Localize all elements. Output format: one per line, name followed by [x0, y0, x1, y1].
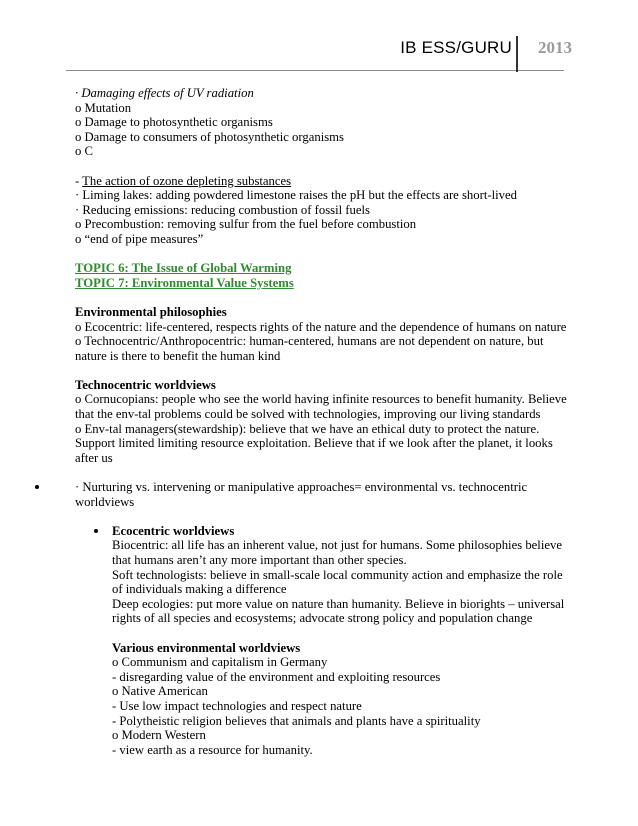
bullet-dot-icon: [35, 485, 39, 489]
technocentric-heading: Technocentric worldviews: [75, 377, 216, 392]
document-body: [75, 86, 570, 757]
technocentric-line: o Env-tal managers(stewardship): believe that we have an ethical duty to protect the nature.: [75, 421, 540, 436]
header-separator: [516, 36, 518, 72]
technocentric-line: that the env-tal problems could be solved with technologies, improving our living standards: [75, 407, 541, 422]
topics-section: [75, 261, 570, 290]
ozone-line: · Liming lakes: adding powdered limestone raises the pH but the effects are short-lived: [75, 188, 517, 203]
ozone-section: [75, 174, 570, 247]
ozone-heading-line: [75, 174, 570, 189]
topic-7-link[interactable]: TOPIC 7: Environmental Value Systems: [75, 275, 294, 290]
philosophies-line: nature is there to benefit the human kind: [75, 348, 281, 363]
ecocentric-section: [112, 524, 570, 626]
philosophies-line: o Ecocentric: life-centered, respects rights of the nature and the dependence of humans on nature: [75, 319, 567, 334]
bullet-dot-icon: [94, 529, 98, 533]
ecocentric-line: Soft technologists: believe in small-scale local community action and emphasize the role: [112, 567, 563, 582]
topic-6-link[interactable]: TOPIC 6: The Issue of Global Warming: [75, 261, 292, 276]
various-line: - Use low impact technologies and respect nature: [112, 698, 362, 713]
uv-line: o Damage to consumers of photosynthetic organisms: [75, 129, 344, 144]
ecocentric-line: rights of all species and ecosystems; advocate strong policy and population change: [112, 611, 533, 626]
bullet-line: · Nurturing vs. intervening or manipulative approaches= environmental vs. technocentric: [75, 480, 528, 495]
philosophies-heading: Environmental philosophies: [75, 304, 227, 319]
ecocentric-line: Deep ecologies: put more value on nature than humanity. Believe in biorights – universal: [112, 596, 565, 611]
uv-line: o Mutation: [75, 100, 132, 115]
technocentric-line: o Cornucopians: people who see the world having infinite resources to benefit humanity. Believe: [75, 392, 567, 407]
header-rule: [66, 70, 564, 71]
various-line: o Modern Western: [112, 728, 206, 743]
various-line: - view earth as a resource for humanity.: [112, 742, 313, 757]
philosophies-section: [75, 305, 570, 363]
header-year: 2013: [538, 38, 572, 57]
various-line: o Native American: [112, 684, 208, 699]
ozone-line: o “end of pipe measures”: [75, 231, 204, 246]
ozone-line: · Reducing emissions: reducing combustion of fossil fuels: [75, 202, 370, 217]
uv-line: o C: [75, 144, 93, 159]
technocentric-section: [75, 378, 570, 466]
various-line: - Polytheistic religion believes that animals and plants have a spirituality: [112, 713, 481, 728]
ecocentric-line: Biocentric: all life has an inherent value, not just for humans. Some philosophies believe: [112, 538, 562, 553]
bullet-line: worldviews: [75, 494, 135, 509]
various-heading: Various environmental worldviews: [112, 640, 301, 655]
various-worldviews-section: [112, 641, 570, 758]
ozone-prefix: -: [75, 173, 83, 188]
uv-heading: · Damaging effects of UV radiation: [75, 86, 254, 100]
technocentric-line: Support limited limiting resource exploitation. Believe that if we look after the planet, it looks: [75, 436, 553, 451]
ecocentric-heading: Ecocentric worldviews: [112, 523, 235, 538]
ecocentric-line: that humans aren’t any more important than other species.: [112, 553, 407, 567]
various-line: o Communism and capitalism in Germany: [112, 655, 328, 670]
philosophies-line: o Technocentric/Anthropocentric: human-centered, humans are not dependent on nature, but: [75, 334, 544, 349]
bullet-list-item: [75, 480, 570, 509]
header-title: IB ESS/GURU: [400, 38, 512, 57]
uv-section: [75, 86, 570, 159]
various-line: - disregarding value of the environment and exploiting resources: [112, 669, 441, 684]
uv-line: o Damage to photosynthetic organisms: [75, 115, 273, 130]
ecocentric-line: of individuals making a difference: [112, 582, 287, 597]
ozone-line: o Precombustion: removing sulfur from the fuel before combustion: [75, 217, 417, 232]
page-header: [60, 36, 580, 72]
technocentric-line: after us: [75, 450, 113, 465]
ozone-heading: The action of ozone depleting substances: [82, 173, 292, 188]
